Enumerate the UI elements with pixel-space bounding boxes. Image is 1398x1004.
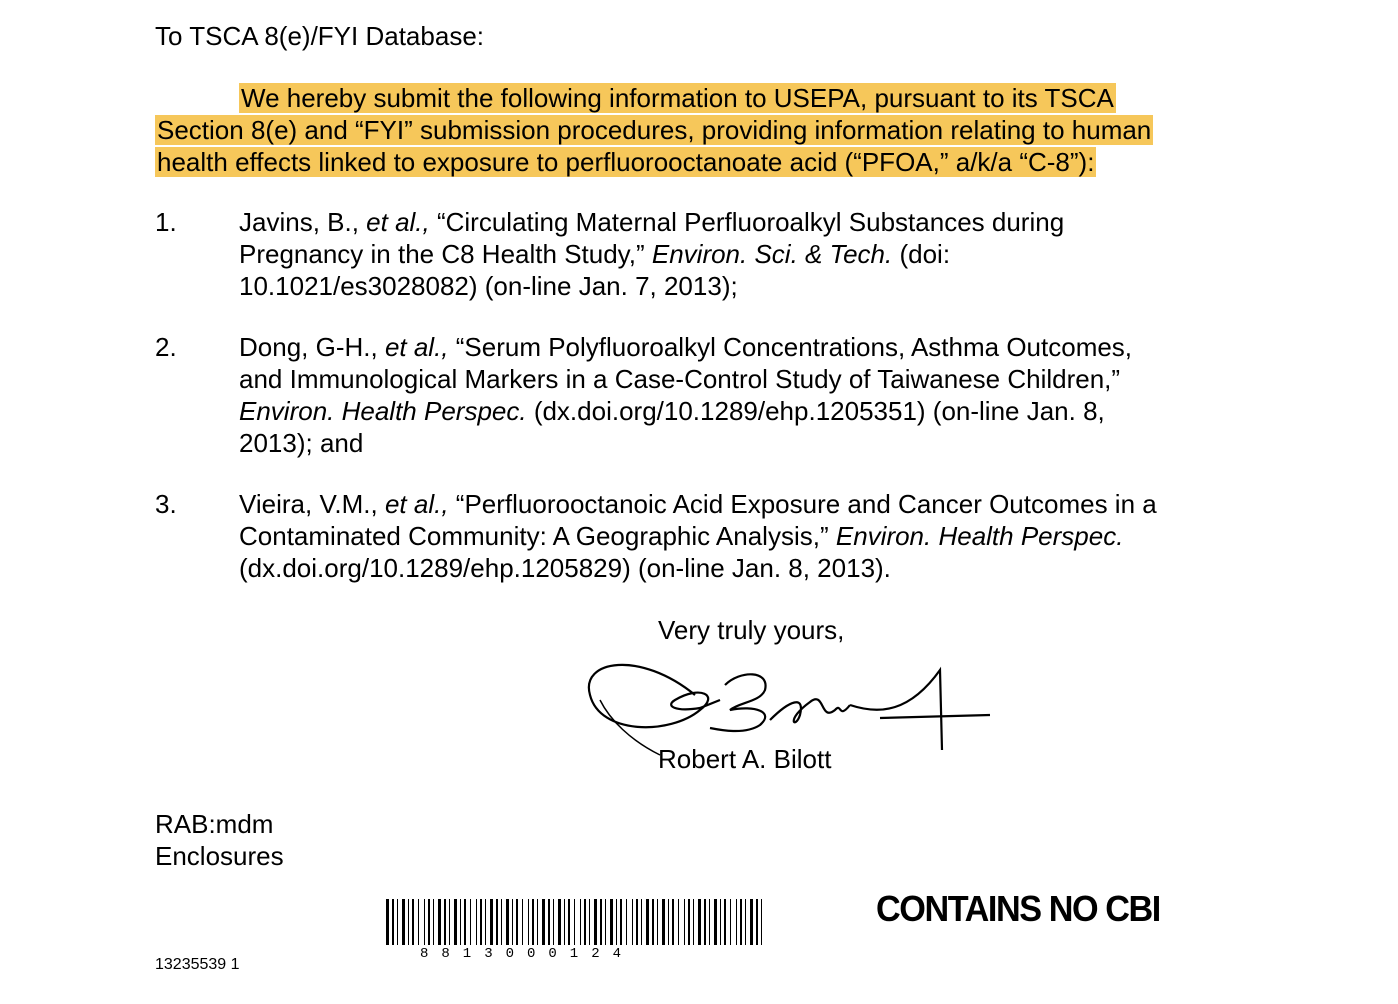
barcode-bar (724, 899, 726, 945)
barcode-bar (610, 899, 613, 945)
barcode-bar (433, 899, 434, 945)
barcode-bar (684, 899, 685, 945)
barcode-bar (594, 899, 597, 945)
barcode-bar (620, 899, 622, 945)
barcode-bar (444, 899, 446, 945)
barcode-digits: 8813000124 (420, 946, 635, 962)
barcode-bar (574, 899, 575, 945)
barcode-bar (688, 899, 690, 945)
intro-paragraph (155, 82, 1153, 178)
signer-name: Robert A. Bilott (658, 744, 832, 774)
barcode-bar (678, 899, 679, 945)
barcode-bar (600, 899, 602, 945)
salutation: To TSCA 8(e)/FYI Database: (155, 21, 484, 51)
reference-number: 3. (155, 489, 177, 519)
barcode-bar (476, 899, 477, 945)
barcode-bar (756, 899, 758, 945)
barcode-bar (408, 899, 409, 945)
barcode-bar (464, 899, 466, 945)
barcode-bar (397, 899, 398, 945)
barcode-bar (532, 899, 534, 945)
barcode-bar (672, 899, 674, 945)
barcode-bar (501, 899, 502, 945)
barcode-bar (745, 899, 746, 945)
barcode-bar (402, 899, 405, 945)
barcode-bar (720, 899, 721, 945)
barcode-bar (528, 899, 529, 945)
barcode-bar (736, 899, 737, 945)
barcode (386, 899, 766, 953)
barcode-bar (704, 899, 706, 945)
barcode-bar (553, 899, 554, 945)
barcode-bar (522, 899, 523, 945)
barcode-bar (418, 899, 419, 945)
intro-line: health effects linked to exposure to perfluorooctanoate acid (“PFOA,” a/k/a “C-8”): (157, 147, 1095, 177)
barcode-bar (428, 899, 430, 945)
barcode-bar (761, 899, 762, 945)
barcode-bar (580, 899, 581, 945)
barcode-bar (386, 899, 389, 945)
barcode-bar (698, 899, 701, 945)
barcode-bar (646, 899, 649, 945)
intro-line: Section 8(e) and “FYI” submission procedures, providing information relating to human (157, 115, 1152, 145)
barcode-bar (537, 899, 538, 945)
barcode-bar (506, 899, 509, 945)
barcode-bar (412, 899, 414, 945)
barcode-bar (730, 899, 731, 945)
barcode-bar (605, 899, 606, 945)
reference-number: 2. (155, 332, 177, 362)
barcode-bar (584, 899, 586, 945)
reference-3: Vieira, V.M., et al., “Perfluorooctanoic Acid Exposure and Cancer Outcomes in a Contaminated Community: A Geographic Analysis,” Environ. Health Perspec. (dx.doi.org/10.1289/ehp.1205829) (on-line Jan. 8, 2013). (239, 489, 1157, 583)
barcode-bar (496, 899, 498, 945)
reference-number: 1. (155, 207, 177, 237)
barcode-bar (652, 899, 654, 945)
barcode-bar (750, 899, 753, 945)
barcode-bar (641, 899, 642, 945)
barcode-bar (709, 899, 710, 945)
barcode-bar (548, 899, 550, 945)
barcode-bar (668, 899, 669, 945)
barcode-bar (470, 899, 471, 945)
barcode-bar (657, 899, 658, 945)
barcode-bar (568, 899, 570, 945)
document-number: 13235539 1 (155, 956, 240, 973)
initials: RAB:mdm (155, 809, 274, 839)
barcode-bar (449, 899, 450, 945)
barcode-bar (454, 899, 457, 945)
barcode-bar (693, 899, 694, 945)
reference-2: Dong, G-H., et al., “Serum Polyfluoroalkyl Concentrations, Asthma Outcomes, and Immunological Markers in a Case-Control Study of Taiwanese Children,” Environ. Health Perspec. (dx.doi.org/10.1289/ehp.1205351) (on-line Jan. 8, 2013); and (239, 332, 1133, 458)
intro-line: We hereby submit the following information to USEPA, pursuant to its TSCA (241, 83, 1114, 113)
barcode-bar (714, 899, 717, 945)
barcode-bar (626, 899, 627, 945)
barcode-bar (490, 899, 493, 945)
barcode-bar (424, 899, 425, 945)
barcode-bar (480, 899, 482, 945)
barcode-bar (558, 899, 561, 945)
barcode-bar (564, 899, 565, 945)
barcode-bar (438, 899, 441, 945)
barcode-bar (662, 899, 665, 945)
barcode-bar (542, 899, 545, 945)
reference-1: Javins, B., et al., “Circulating Maternal Perfluoroalkyl Substances during Pregnancy in the C8 Health Study,” Environ. Sci. & Tech. (doi: 10.1021/es3028082) (on-line Jan. 7, 2013); (239, 207, 1065, 301)
barcode-bar (516, 899, 518, 945)
barcode-bar (632, 899, 633, 945)
closing: Very truly yours, (658, 615, 845, 645)
barcode-bar (740, 899, 742, 945)
enclosures-label: Enclosures (155, 841, 284, 871)
barcode-bar (460, 899, 461, 945)
barcode-bar (616, 899, 617, 945)
barcode-bar (485, 899, 486, 945)
no-cbi-stamp: CONTAINS NO CBI (876, 888, 1160, 929)
barcode-bar (589, 899, 590, 945)
barcode-bar (636, 899, 638, 945)
barcode-bar (392, 899, 394, 945)
barcode-bar (512, 899, 513, 945)
